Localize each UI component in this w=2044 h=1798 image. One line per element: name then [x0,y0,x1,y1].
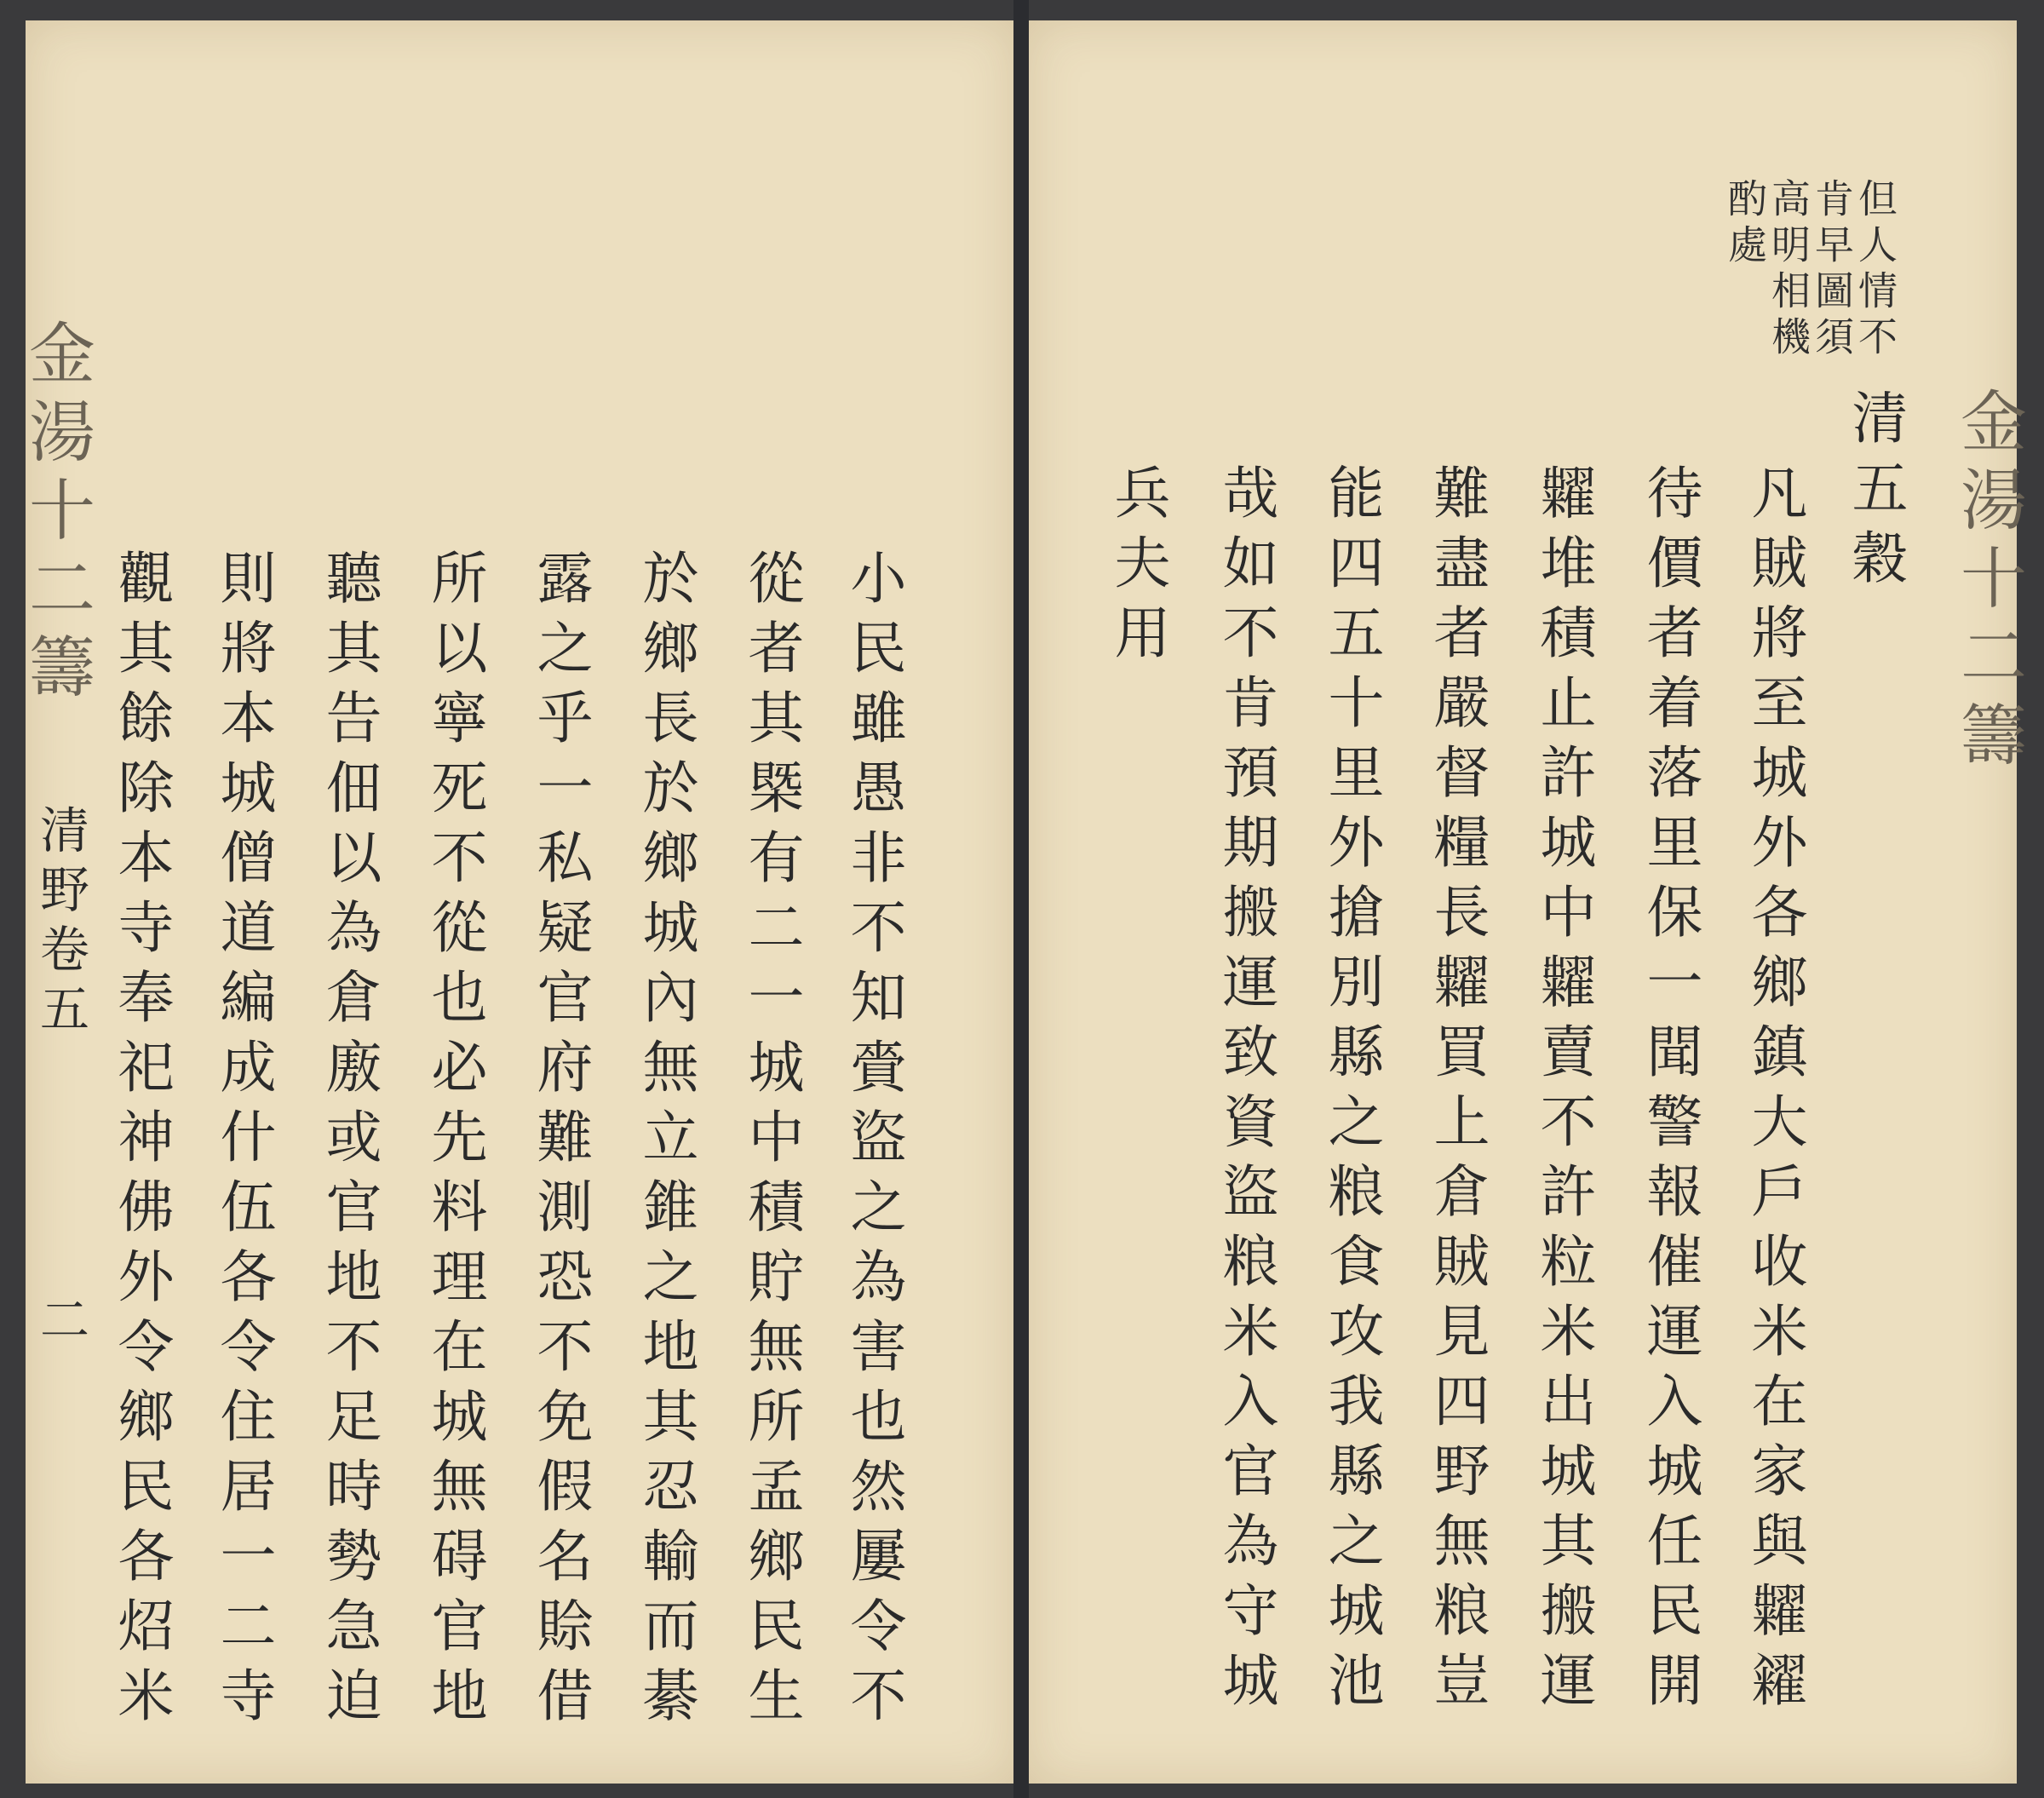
right-page [1029,20,2026,1784]
text-column: 待價者着落里保一聞警報催運入城任民開 [1637,463,1702,1720]
text-column: 哉如不肯預期搬運致資盜粮米入官為守城 [1213,463,1278,1720]
text-column: 糶堆積止許城中糶賣不許粒米出城其搬運 [1530,463,1596,1720]
text-column: 觀其餘除本寺奉祀神佛外令鄉民各炤米 [108,549,174,1736]
text-column: 兵夫用 [1105,463,1170,673]
text-column: 露之乎一私疑官府難測恐不免假名賒借 [527,549,593,1736]
annotation-line: 高明相機 [1766,178,1811,362]
text-column: 能四五十里外搶別縣之粮食攻我縣之城池 [1318,463,1384,1720]
text-column: 聽其告佃以為倉廒或官地不足時勢急迫 [316,549,382,1736]
text-column: 凡賊將至城外各鄉鎮大戶收米在家與糶糴 [1742,463,1807,1720]
annotation-line: 酌處 [1722,178,1768,270]
annotation-line: 肯早圖須 [1809,178,1855,362]
text-column: 所以寧死不從也必先料理在城無碍官地 [422,549,487,1736]
annotation-line: 但人情不 [1852,178,1898,362]
left-margin-section: 清野卷五 [32,804,89,1043]
text-column: 則將本城僧道編成什伍各令住居一二寺 [210,549,276,1736]
binding-gutter [1013,0,1029,1798]
text-column: 難盡者嚴督糧長糶買上倉賊見四野無粮豈 [1424,463,1490,1720]
left-page-number: 二 [32,1294,89,1353]
left-margin-title: 金湯十二籌 [18,319,95,710]
text-column: 小民雖愚非不知賫盜之為害也然屢令不 [841,549,906,1736]
section-heading: 清五穀 [1842,388,1908,598]
text-column: 從者其槩有二一城中積貯無所孟鄉民生 [738,549,804,1736]
left-page [18,20,1013,1784]
right-margin-title: 金湯十二籌 [1949,387,2026,778]
text-column: 於鄉長於鄉城內無立錐之地其忍輸而綦 [633,549,698,1736]
